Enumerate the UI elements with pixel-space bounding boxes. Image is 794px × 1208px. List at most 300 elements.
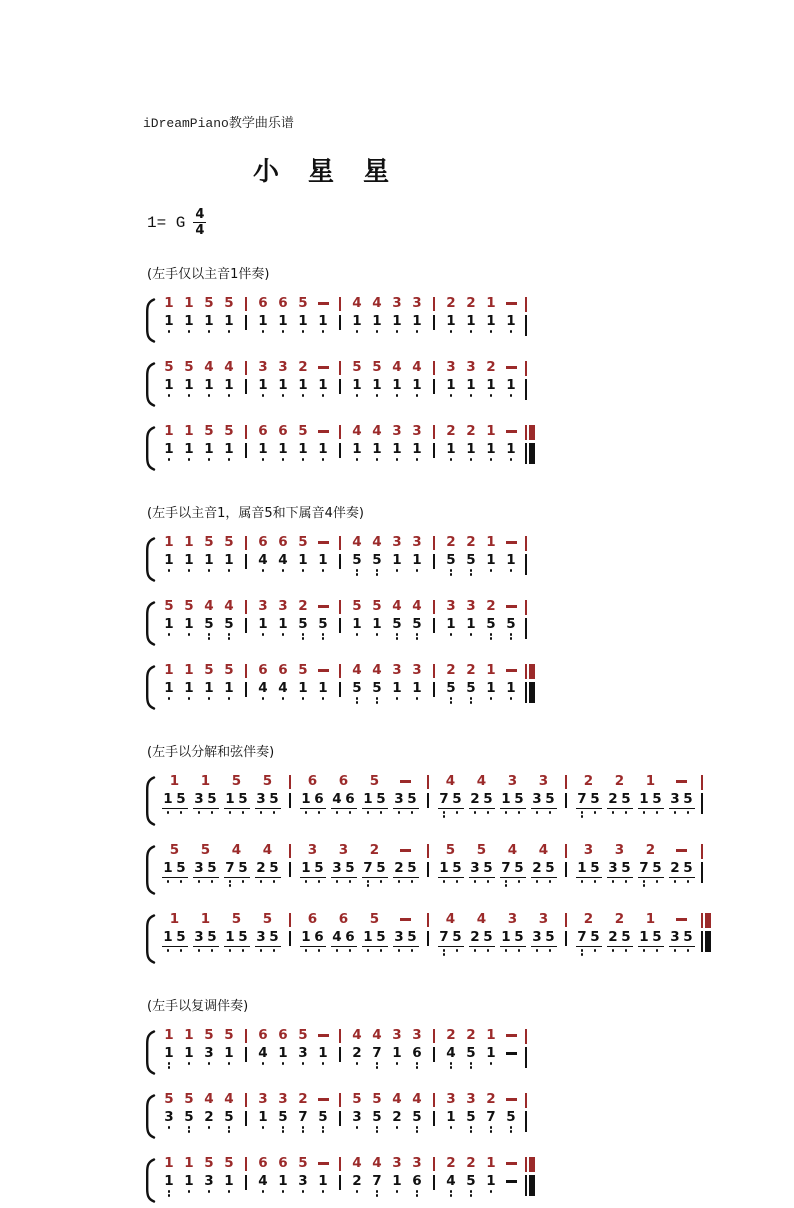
octave-dot-row [256,949,280,958]
barline [283,774,297,789]
octave-dots [302,697,305,706]
note-number: 5 [269,791,279,807]
note-number: 2 [352,1045,362,1061]
score-line [143,774,794,831]
staff-rows [159,1092,543,1135]
low-octave-dot [443,811,446,814]
bass-note [441,553,461,578]
octave-dots [356,458,359,467]
barline [427,1110,441,1126]
score-line [143,599,794,651]
low-octave-dot [490,1190,493,1193]
melody-note [359,912,390,927]
low-octave-dot [487,880,490,883]
note-number: 5 [176,860,186,876]
melody-note [604,912,635,927]
low-octave-dot [282,569,285,572]
melody-note [199,360,219,375]
note-number: 5 [224,534,234,550]
note-number: 3 [446,1091,456,1107]
low-octave-dot [302,633,305,636]
low-octave-dot [643,880,646,883]
melody-row [159,774,719,790]
low-octave-dot [396,330,399,333]
barline [333,1092,347,1107]
melody-note [293,296,313,311]
melody-note [293,663,313,678]
eighth-beam-group [224,792,250,809]
barline [333,378,347,394]
held-note-dash [506,1034,517,1037]
melody-row [159,599,543,615]
barline-stroke [433,1029,435,1043]
note-number: 1 [278,1173,288,1189]
barline [427,296,441,311]
octave-dots [345,949,356,958]
octave-dot-row [608,811,632,820]
barline [421,843,435,858]
low-octave-dot [510,569,513,572]
bass-note [253,378,273,403]
note-number: 2 [532,860,542,876]
low-octave-dot [336,880,339,883]
melody-note [466,774,497,789]
low-octave-dot [470,1126,473,1129]
melody-note [407,424,427,439]
low-octave-dot [356,458,359,461]
low-octave-dot [260,949,263,952]
low-octave-dot [510,394,513,397]
octave-dots [208,569,211,578]
barline [283,843,297,858]
octave-dot-row [470,811,494,820]
bass-note [407,553,427,578]
low-octave-dot [242,949,245,952]
held-note-dash [400,780,411,783]
note-number: 3 [194,860,204,876]
barline [333,442,347,458]
octave-dots [228,697,231,706]
melody-note [390,912,421,921]
octave-dot-row [163,811,187,820]
melody-note [221,843,252,858]
melody-note [219,1028,239,1043]
low-octave-dot [168,458,171,461]
low-octave-dot [396,697,399,700]
low-octave-dot [322,330,325,333]
octave-dots [621,811,632,820]
note-number: 2 [392,1109,402,1125]
barline [427,1174,441,1190]
bass-eighth-pair [466,792,497,820]
note-number: 1 [506,680,516,696]
bass-note [219,1046,239,1071]
bass-eighth-pair [573,930,604,958]
low-octave-dot [262,394,265,397]
note-number: 1 [466,377,476,393]
note-number: 1 [466,313,476,329]
note-number: 1 [577,860,587,876]
barline-stroke [245,315,247,330]
low-octave-dot [167,811,170,814]
melody-note [481,535,501,550]
low-octave-dot [376,330,379,333]
note-number: 4 [231,842,242,858]
bass-note [179,314,199,339]
melody-note [481,296,501,311]
held-note-dash [506,605,517,608]
octave-dots [207,811,218,820]
note-number: 4 [507,842,518,858]
low-octave-dot [167,880,170,883]
note-number: 5 [204,1027,214,1043]
eighth-beam-group [638,792,664,809]
low-octave-dot [228,1062,231,1065]
note-number: 5 [207,929,217,945]
low-octave-dot [188,1062,191,1065]
melody-note [273,599,293,614]
octave-dots [176,880,187,889]
octave-dots [470,1190,473,1199]
bass-note [347,681,367,706]
note-number: 4 [538,842,549,858]
note-number: 3 [614,842,625,858]
held-note-dash [506,302,517,305]
note-number: 4 [412,359,422,375]
melody-row [159,296,543,312]
octave-dots [670,949,681,958]
melody-note [313,1028,333,1037]
final-barline [521,663,543,679]
note-number: 1 [352,313,362,329]
eighth-beam-group [362,792,388,809]
melody-note [387,599,407,614]
octave-dots [168,330,171,339]
note-number: 3 [538,911,549,927]
note-number: 3 [307,842,318,858]
barline-stroke [565,844,567,858]
low-octave-dot [282,394,285,397]
note-number: 5 [683,791,693,807]
barline-stroke [339,1029,341,1043]
note-number: 6 [258,295,268,311]
barline [333,1110,347,1126]
note-number: 3 [532,929,542,945]
barline-stroke [701,775,703,790]
note-number: 6 [338,773,349,789]
note-number: 6 [412,1173,422,1189]
melody-note [179,424,199,439]
note-number: 1 [501,929,511,945]
melody-note [481,599,501,614]
octave-dots [188,1126,191,1135]
barline [239,553,253,569]
melody-note [219,296,239,311]
low-octave-dot [168,330,171,333]
low-octave-dot [380,880,383,883]
bass-note [199,617,219,642]
octave-dots [188,697,191,706]
melody-note [367,360,387,375]
barline-stroke [525,554,527,575]
system-bracket [143,913,156,969]
octave-dots [356,697,359,706]
note-number: 5 [372,598,382,614]
bass-note [461,442,481,467]
octave-dots [670,811,681,820]
octave-dots [577,949,588,958]
bass-eighth-pair [159,792,190,820]
note-number: 1 [486,552,496,568]
bass-note [199,1174,219,1199]
octave-dots [208,458,211,467]
note-number: 3 [466,598,476,614]
low-octave-dot [349,880,352,883]
melody-note [635,843,666,858]
octave-dots [514,949,525,958]
bass-eighth-pair [390,930,421,958]
low-octave-dot [443,880,446,883]
octave-dots [207,880,218,889]
low-octave-dot [208,1126,211,1129]
bass-note [501,314,521,339]
note-number: 5 [207,791,217,807]
note-number: 5 [298,534,308,550]
note-number: 1 [184,1045,194,1061]
bass-note [501,553,521,578]
octave-dots [163,811,174,820]
note-number: 5 [407,860,417,876]
low-octave-dot [198,880,201,883]
note-number: 5 [184,598,194,614]
note-number: 1 [318,313,328,329]
bass-eighth-pair [390,861,421,889]
score-section [143,741,794,969]
note-number: 1 [301,791,311,807]
bass-note [481,617,501,642]
octave-dots [314,880,325,889]
octave-dots [282,1062,285,1071]
staff-rows [159,843,719,889]
octave-dots [450,458,453,467]
note-number: 2 [446,1155,456,1171]
note-number: 3 [412,534,422,550]
barline-stroke [245,536,247,550]
melody-note [253,1028,273,1043]
melody-note [159,424,179,439]
low-octave-dot [518,949,521,952]
octave-dots [483,880,494,889]
low-octave-dot [549,811,552,814]
octave-dots [396,697,399,706]
note-number: 5 [314,860,324,876]
bass-row [159,861,719,889]
octave-dots [514,880,525,889]
barline-stroke [433,361,435,375]
note-number: 1 [352,441,362,457]
octave-dots [282,697,285,706]
low-octave-dot [450,458,453,461]
note-number: 5 [352,598,362,614]
melody-note [328,774,359,789]
low-octave-dot [282,697,285,700]
low-octave-dot [273,811,276,814]
note-number: 1 [278,377,288,393]
octave-dots [376,1062,379,1071]
held-note-dash [506,669,517,672]
octave-dots [228,330,231,339]
bass-note [253,1174,273,1199]
note-number: 6 [258,662,268,678]
bass-note [219,378,239,403]
barline-stroke [525,1157,527,1172]
note-number: 3 [194,929,204,945]
melody-note [297,843,328,858]
note-number: 5 [204,1155,214,1171]
score-line [143,296,794,348]
note-number: 2 [466,534,476,550]
melody-note [573,843,604,858]
eighth-beam-group [255,930,281,947]
eighth-beam-group [162,930,188,947]
bass-note [199,553,219,578]
barline-stroke [245,443,247,458]
note-number: 5 [445,842,456,858]
note-number: 3 [412,1027,422,1043]
low-octave-dot [470,569,473,572]
low-octave-dot [282,1126,285,1129]
note-number: 4 [224,1091,234,1107]
note-number: 3 [466,1091,476,1107]
melody-note [159,1092,179,1107]
eighth-beam-group [438,861,464,878]
barline-stroke [701,862,703,883]
note-number: 1 [163,860,173,876]
low-octave-dot [302,1190,305,1193]
eighth-beam-group [576,930,602,947]
note-number: 6 [314,791,324,807]
note-number: 1 [486,1027,496,1043]
octave-dots [262,1126,265,1135]
note-number: 2 [614,911,625,927]
eighth-beam-group [500,861,526,878]
bass-note [253,314,273,339]
melody-note [273,535,293,550]
note-number: 4 [372,295,382,311]
octave-dots [322,569,325,578]
bass-note [253,1046,273,1071]
melody-note [435,774,466,789]
note-number: 5 [224,616,234,632]
bass-row [159,314,543,339]
bass-note [293,442,313,467]
octave-dots [670,880,681,889]
low-octave-dot [536,949,539,952]
barline-stroke [433,425,435,439]
note-number: 5 [514,929,524,945]
note-number: 1 [184,441,194,457]
melody-note [219,360,239,375]
octave-dots [577,880,588,889]
low-octave-dot [322,633,325,636]
bass-note [367,553,387,578]
low-octave-dot [470,330,473,333]
octave-dots [407,811,418,820]
melody-note [481,663,501,678]
barline [333,599,347,614]
note-number: 2 [204,1109,214,1125]
bass-eighth-pair [435,861,466,889]
low-octave-dot [581,880,584,883]
barline-stroke [525,618,527,639]
note-number: 2 [608,791,618,807]
note-number: 3 [256,791,266,807]
melody-note [179,1156,199,1171]
melody-note [347,296,367,311]
note-number: 5 [466,1109,476,1125]
note-number: 5 [372,552,382,568]
octave-dot-row [394,949,418,958]
octave-dot-row [363,880,387,889]
octave-dots [510,569,513,578]
note-number: 1 [446,441,456,457]
note-number: 5 [466,1045,476,1061]
end-barline [521,1028,543,1044]
note-number: 1 [506,552,516,568]
low-octave-dot [450,569,453,572]
note-number: 5 [590,860,600,876]
note-number: 3 [194,791,204,807]
note-number: 2 [466,295,476,311]
held-note-dash [506,1180,517,1183]
note-number: 3 [278,1091,288,1107]
octave-dots [188,458,191,467]
low-octave-dot [470,1194,473,1197]
low-octave-dot [470,458,473,461]
bass-note [199,314,219,339]
note-number: 1 [645,773,656,789]
note-number: 1 [278,1045,288,1061]
note-number: 1 [372,377,382,393]
low-octave-dot [487,811,490,814]
octave-dots [269,880,280,889]
note-number: 1 [184,1027,194,1043]
bass-note [313,617,333,642]
note-number: 4 [352,1155,362,1171]
note-number: 1 [446,1109,456,1125]
barline [333,1174,347,1190]
note-number: 1 [164,377,174,393]
bass-eighth-pair [528,861,559,889]
note-number: 5 [372,359,382,375]
octave-dots [394,811,405,820]
note-number: 5 [298,1027,308,1043]
octave-dot-row [532,949,556,958]
bass-note [159,617,179,642]
low-octave-dot [416,637,419,640]
bass-note [313,314,333,339]
low-octave-dot [594,880,597,883]
low-octave-dot [687,949,690,952]
octave-dot-row [670,811,694,820]
barline-stroke [339,361,341,375]
low-octave-dot [398,949,401,952]
eighth-beam-group [393,930,419,947]
octave-dots [416,633,419,642]
note-number: 2 [446,295,456,311]
note-number: 2 [466,1027,476,1043]
note-number: 1 [164,680,174,696]
